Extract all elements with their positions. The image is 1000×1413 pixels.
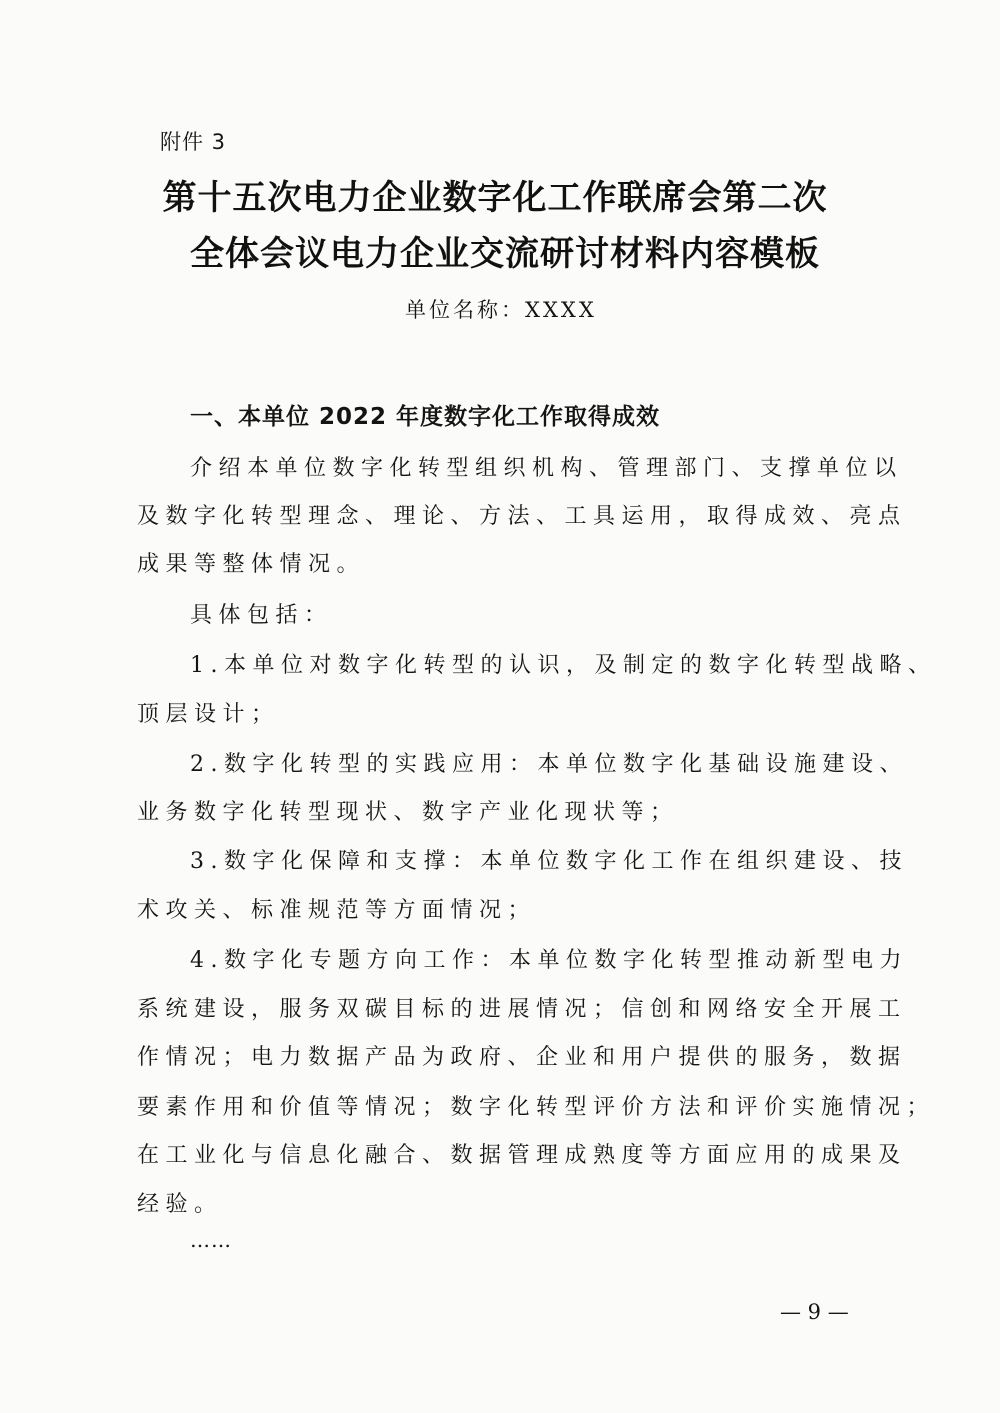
body-line-7: 2.数字化转型的实践应用：本单位数字化基础设施建设、 — [190, 752, 908, 777]
section-heading: 一、本单位 2022 年度数字化工作取得成效 — [190, 404, 661, 430]
body-line-6: 顶层设计； — [137, 702, 280, 727]
body-line-16: 经验。 — [137, 1192, 223, 1217]
body-line-5: 1.本单位对数字化转型的认识，及制定的数字化转型战略、 — [190, 653, 937, 678]
body-line-12: 系统建设，服务双碳目标的进展情况；信创和网络安全开展工 — [137, 997, 907, 1022]
document-title-line-1: 第十五次电力企业数字化工作联席会第二次 — [162, 178, 828, 218]
body-line-1: 介绍本单位数字化转型组织机构、管理部门、支撑单位以 — [190, 456, 903, 481]
body-line-4: 具体包括： — [190, 603, 333, 628]
attachment-label: 附件 3 — [160, 130, 227, 154]
body-line-2: 及数字化转型理念、理论、方法、工具运用，取得成效、亮点 — [137, 504, 907, 529]
body-line-11: 4.数字化专题方向工作：本单位数字化转型推动新型电力 — [190, 948, 908, 973]
body-line-14: 要素作用和价值等情况；数字化转型评价方法和评价实施情况； — [137, 1095, 936, 1120]
body-line-13: 作情况；电力数据产品为政府、企业和用户提供的服务，数据 — [137, 1045, 907, 1070]
body-line-9: 3.数字化保障和支撑：本单位数字化工作在组织建设、技 — [190, 849, 908, 874]
body-line-3: 成果等整体情况。 — [137, 552, 366, 577]
unit-name: 单位名称：XXXX — [405, 298, 597, 322]
body-line-8: 业务数字化转型现状、数字产业化现状等； — [137, 800, 679, 825]
document-title-line-2: 全体会议电力企业交流研讨材料内容模板 — [190, 234, 820, 274]
page-number: — 9 — — [780, 1300, 849, 1324]
body-line-10: 术攻关、标准规范等方面情况； — [137, 898, 537, 923]
ellipsis: …… — [190, 1228, 232, 1252]
body-line-15: 在工业化与信息化融合、数据管理成熟度等方面应用的成果及 — [137, 1143, 907, 1168]
